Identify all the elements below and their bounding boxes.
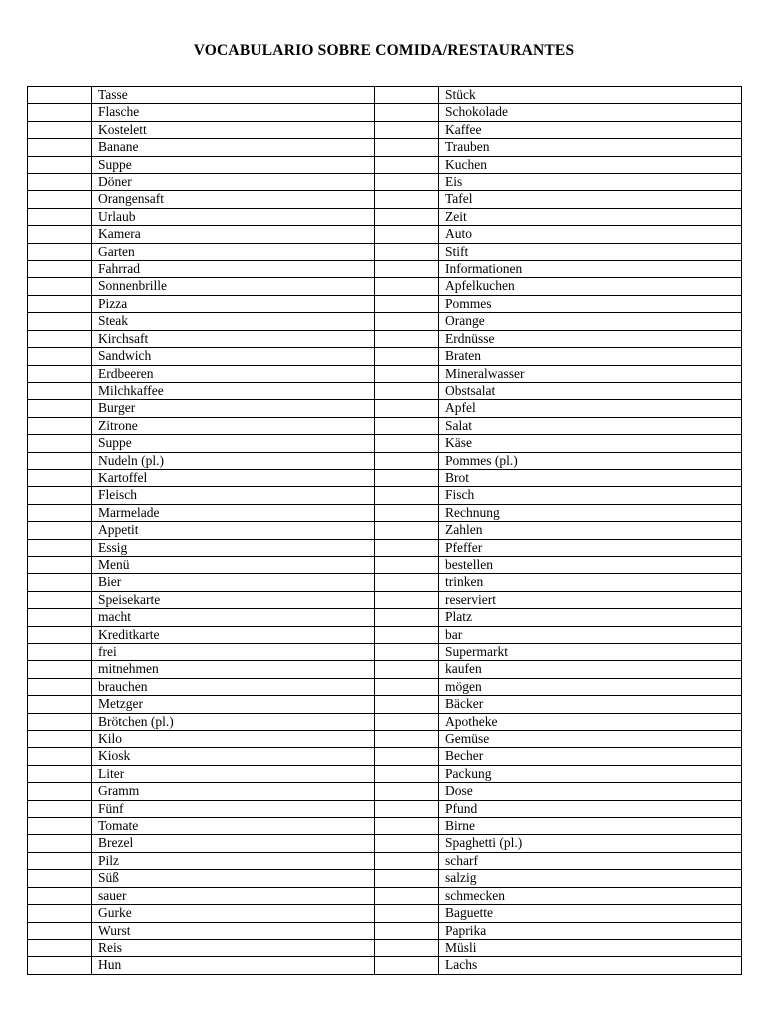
word-cell-left: Döner bbox=[92, 174, 375, 191]
translation-cell-right bbox=[375, 104, 439, 121]
translation-cell-right bbox=[375, 330, 439, 347]
translation-cell-right bbox=[375, 870, 439, 887]
translation-cell-left bbox=[28, 330, 92, 347]
translation-cell-left bbox=[28, 696, 92, 713]
translation-cell-right bbox=[375, 939, 439, 956]
word-cell-left: Tomate bbox=[92, 818, 375, 835]
vocabulary-table bbox=[27, 86, 742, 975]
word-cell-left: Gurke bbox=[92, 905, 375, 922]
word-cell-left: Suppe bbox=[92, 156, 375, 173]
translation-cell-right bbox=[375, 574, 439, 591]
table-row bbox=[28, 678, 742, 695]
translation-cell-left bbox=[28, 626, 92, 643]
table-row bbox=[28, 417, 742, 434]
translation-cell-left bbox=[28, 661, 92, 678]
word-cell-right: Rechnung bbox=[439, 504, 742, 521]
word-cell-left: Tasse bbox=[92, 87, 375, 104]
word-cell-right: Tafel bbox=[439, 191, 742, 208]
table-row bbox=[28, 852, 742, 869]
translation-cell-right bbox=[375, 731, 439, 748]
translation-cell-right bbox=[375, 696, 439, 713]
translation-cell-right bbox=[375, 487, 439, 504]
word-cell-left: Milchkaffee bbox=[92, 382, 375, 399]
word-cell-left: Liter bbox=[92, 765, 375, 782]
table-row bbox=[28, 104, 742, 121]
translation-cell-left bbox=[28, 556, 92, 573]
table-row bbox=[28, 295, 742, 312]
word-cell-left: brauchen bbox=[92, 678, 375, 695]
translation-cell-right bbox=[375, 539, 439, 556]
table-row bbox=[28, 957, 742, 974]
translation-cell-left bbox=[28, 417, 92, 434]
table-row bbox=[28, 156, 742, 173]
translation-cell-right bbox=[375, 313, 439, 330]
translation-cell-left bbox=[28, 591, 92, 608]
word-cell-right: Baguette bbox=[439, 905, 742, 922]
word-cell-right: Packung bbox=[439, 765, 742, 782]
word-cell-right: Salat bbox=[439, 417, 742, 434]
translation-cell-left bbox=[28, 435, 92, 452]
table-row bbox=[28, 400, 742, 417]
word-cell-right: Brot bbox=[439, 469, 742, 486]
table-row bbox=[28, 939, 742, 956]
word-cell-right: schmecken bbox=[439, 887, 742, 904]
word-cell-left: Zitrone bbox=[92, 417, 375, 434]
translation-cell-left bbox=[28, 400, 92, 417]
table-row bbox=[28, 696, 742, 713]
word-cell-right: kaufen bbox=[439, 661, 742, 678]
word-cell-right: mögen bbox=[439, 678, 742, 695]
translation-cell-left bbox=[28, 452, 92, 469]
word-cell-right: Spaghetti (pl.) bbox=[439, 835, 742, 852]
translation-cell-right bbox=[375, 139, 439, 156]
translation-cell-left bbox=[28, 783, 92, 800]
word-cell-left: Banane bbox=[92, 139, 375, 156]
translation-cell-left bbox=[28, 852, 92, 869]
translation-cell-right bbox=[375, 835, 439, 852]
word-cell-right: Gemüse bbox=[439, 731, 742, 748]
translation-cell-left bbox=[28, 139, 92, 156]
translation-cell-right bbox=[375, 957, 439, 974]
word-cell-right: Mineralwasser bbox=[439, 365, 742, 382]
translation-cell-left bbox=[28, 87, 92, 104]
table-row bbox=[28, 922, 742, 939]
word-cell-right: bar bbox=[439, 626, 742, 643]
word-cell-right: Schokolade bbox=[439, 104, 742, 121]
table-row bbox=[28, 365, 742, 382]
translation-cell-left bbox=[28, 922, 92, 939]
table-row bbox=[28, 208, 742, 225]
word-cell-right: Supermarkt bbox=[439, 644, 742, 661]
table-row bbox=[28, 800, 742, 817]
translation-cell-left bbox=[28, 835, 92, 852]
word-cell-left: Essig bbox=[92, 539, 375, 556]
word-cell-left: Urlaub bbox=[92, 208, 375, 225]
word-cell-left: Kilo bbox=[92, 731, 375, 748]
translation-cell-right bbox=[375, 400, 439, 417]
word-cell-right: Zeit bbox=[439, 208, 742, 225]
translation-cell-left bbox=[28, 939, 92, 956]
translation-cell-left bbox=[28, 713, 92, 730]
translation-cell-right bbox=[375, 365, 439, 382]
word-cell-left: Suppe bbox=[92, 435, 375, 452]
translation-cell-left bbox=[28, 174, 92, 191]
page-title: VOCABULARIO SOBRE COMIDA/RESTAURANTES bbox=[193, 42, 575, 59]
translation-cell-right bbox=[375, 644, 439, 661]
vocabulary-table-body bbox=[28, 87, 742, 975]
translation-cell-right bbox=[375, 626, 439, 643]
translation-cell-left bbox=[28, 348, 92, 365]
table-row bbox=[28, 731, 742, 748]
translation-cell-right bbox=[375, 591, 439, 608]
word-cell-right: Becher bbox=[439, 748, 742, 765]
translation-cell-left bbox=[28, 382, 92, 399]
word-cell-left: macht bbox=[92, 609, 375, 626]
table-row bbox=[28, 174, 742, 191]
translation-cell-left bbox=[28, 156, 92, 173]
word-cell-left: Süß bbox=[92, 870, 375, 887]
word-cell-left: sauer bbox=[92, 887, 375, 904]
word-cell-right: Stück bbox=[439, 87, 742, 104]
translation-cell-right bbox=[375, 226, 439, 243]
translation-cell-right bbox=[375, 783, 439, 800]
word-cell-left: Reis bbox=[92, 939, 375, 956]
word-cell-left: Steak bbox=[92, 313, 375, 330]
translation-cell-right bbox=[375, 748, 439, 765]
word-cell-left: Fahrrad bbox=[92, 261, 375, 278]
translation-cell-right bbox=[375, 278, 439, 295]
word-cell-right: reserviert bbox=[439, 591, 742, 608]
word-cell-right: trinken bbox=[439, 574, 742, 591]
table-row bbox=[28, 783, 742, 800]
translation-cell-left bbox=[28, 243, 92, 260]
translation-cell-right bbox=[375, 800, 439, 817]
table-row bbox=[28, 261, 742, 278]
translation-cell-right bbox=[375, 208, 439, 225]
translation-cell-left bbox=[28, 104, 92, 121]
translation-cell-right bbox=[375, 156, 439, 173]
translation-cell-left bbox=[28, 295, 92, 312]
word-cell-right: Apfelkuchen bbox=[439, 278, 742, 295]
translation-cell-left bbox=[28, 278, 92, 295]
translation-cell-left bbox=[28, 539, 92, 556]
word-cell-left: Burger bbox=[92, 400, 375, 417]
translation-cell-right bbox=[375, 417, 439, 434]
table-row bbox=[28, 539, 742, 556]
table-row bbox=[28, 487, 742, 504]
word-cell-left: Menü bbox=[92, 556, 375, 573]
translation-cell-right bbox=[375, 87, 439, 104]
table-row bbox=[28, 382, 742, 399]
table-row bbox=[28, 469, 742, 486]
word-cell-left: Kiosk bbox=[92, 748, 375, 765]
table-row bbox=[28, 556, 742, 573]
word-cell-left: Fünf bbox=[92, 800, 375, 817]
table-row bbox=[28, 243, 742, 260]
table-row bbox=[28, 887, 742, 904]
word-cell-right: Bäcker bbox=[439, 696, 742, 713]
translation-cell-left bbox=[28, 469, 92, 486]
word-cell-right: scharf bbox=[439, 852, 742, 869]
translation-cell-right bbox=[375, 905, 439, 922]
table-row bbox=[28, 644, 742, 661]
translation-cell-right bbox=[375, 522, 439, 539]
table-row bbox=[28, 626, 742, 643]
word-cell-left: Marmelade bbox=[92, 504, 375, 521]
word-cell-right: Auto bbox=[439, 226, 742, 243]
word-cell-right: Platz bbox=[439, 609, 742, 626]
table-row bbox=[28, 121, 742, 138]
translation-cell-right bbox=[375, 678, 439, 695]
translation-cell-left bbox=[28, 191, 92, 208]
word-cell-right: Pommes bbox=[439, 295, 742, 312]
word-cell-right: Zahlen bbox=[439, 522, 742, 539]
translation-cell-left bbox=[28, 887, 92, 904]
word-cell-right: Käse bbox=[439, 435, 742, 452]
word-cell-left: Nudeln (pl.) bbox=[92, 452, 375, 469]
translation-cell-right bbox=[375, 121, 439, 138]
translation-cell-left bbox=[28, 313, 92, 330]
translation-cell-right bbox=[375, 504, 439, 521]
table-row bbox=[28, 591, 742, 608]
translation-cell-left bbox=[28, 644, 92, 661]
translation-cell-right bbox=[375, 818, 439, 835]
table-row bbox=[28, 191, 742, 208]
translation-cell-left bbox=[28, 226, 92, 243]
word-cell-right: Orange bbox=[439, 313, 742, 330]
translation-cell-right bbox=[375, 452, 439, 469]
word-cell-left: Orangensaft bbox=[92, 191, 375, 208]
word-cell-right: Apfel bbox=[439, 400, 742, 417]
translation-cell-left bbox=[28, 800, 92, 817]
table-row bbox=[28, 748, 742, 765]
translation-cell-right bbox=[375, 887, 439, 904]
translation-cell-left bbox=[28, 905, 92, 922]
translation-cell-left bbox=[28, 121, 92, 138]
word-cell-right: bestellen bbox=[439, 556, 742, 573]
word-cell-left: Fleisch bbox=[92, 487, 375, 504]
word-cell-left: Bier bbox=[92, 574, 375, 591]
translation-cell-right bbox=[375, 556, 439, 573]
word-cell-right: Fisch bbox=[439, 487, 742, 504]
word-cell-right: salzig bbox=[439, 870, 742, 887]
table-row bbox=[28, 139, 742, 156]
table-row bbox=[28, 522, 742, 539]
translation-cell-left bbox=[28, 765, 92, 782]
word-cell-left: Appetit bbox=[92, 522, 375, 539]
word-cell-left: Garten bbox=[92, 243, 375, 260]
translation-cell-left bbox=[28, 678, 92, 695]
word-cell-right: Pfeffer bbox=[439, 539, 742, 556]
word-cell-right: Dose bbox=[439, 783, 742, 800]
translation-cell-right bbox=[375, 609, 439, 626]
table-row bbox=[28, 870, 742, 887]
word-cell-left: Hun bbox=[92, 957, 375, 974]
word-cell-right: Pfund bbox=[439, 800, 742, 817]
word-cell-left: Metzger bbox=[92, 696, 375, 713]
word-cell-left: Speisekarte bbox=[92, 591, 375, 608]
table-row bbox=[28, 348, 742, 365]
table-row bbox=[28, 87, 742, 104]
translation-cell-left bbox=[28, 818, 92, 835]
word-cell-left: Kreditkarte bbox=[92, 626, 375, 643]
word-cell-right: Braten bbox=[439, 348, 742, 365]
word-cell-left: Erdbeeren bbox=[92, 365, 375, 382]
table-row bbox=[28, 452, 742, 469]
word-cell-right: Müsli bbox=[439, 939, 742, 956]
word-cell-left: Brötchen (pl.) bbox=[92, 713, 375, 730]
table-row bbox=[28, 226, 742, 243]
word-cell-right: Apotheke bbox=[439, 713, 742, 730]
translation-cell-left bbox=[28, 870, 92, 887]
translation-cell-right bbox=[375, 435, 439, 452]
translation-cell-left bbox=[28, 574, 92, 591]
translation-cell-left bbox=[28, 208, 92, 225]
table-row bbox=[28, 278, 742, 295]
word-cell-right: Birne bbox=[439, 818, 742, 835]
word-cell-left: Kostelett bbox=[92, 121, 375, 138]
word-cell-right: Erdnüsse bbox=[439, 330, 742, 347]
word-cell-right: Lachs bbox=[439, 957, 742, 974]
translation-cell-left bbox=[28, 261, 92, 278]
word-cell-left: Gramm bbox=[92, 783, 375, 800]
word-cell-right: Eis bbox=[439, 174, 742, 191]
word-cell-left: Sonnenbrille bbox=[92, 278, 375, 295]
translation-cell-left bbox=[28, 748, 92, 765]
translation-cell-right bbox=[375, 295, 439, 312]
table-row bbox=[28, 313, 742, 330]
word-cell-right: Trauben bbox=[439, 139, 742, 156]
translation-cell-right bbox=[375, 191, 439, 208]
table-row bbox=[28, 661, 742, 678]
word-cell-left: Kamera bbox=[92, 226, 375, 243]
table-row bbox=[28, 504, 742, 521]
table-row bbox=[28, 330, 742, 347]
table-row bbox=[28, 835, 742, 852]
word-cell-left: Brezel bbox=[92, 835, 375, 852]
translation-cell-right bbox=[375, 922, 439, 939]
table-row bbox=[28, 818, 742, 835]
word-cell-left: Pilz bbox=[92, 852, 375, 869]
word-cell-right: Paprika bbox=[439, 922, 742, 939]
translation-cell-right bbox=[375, 713, 439, 730]
table-row bbox=[28, 574, 742, 591]
table-row bbox=[28, 609, 742, 626]
translation-cell-left bbox=[28, 365, 92, 382]
word-cell-left: mitnehmen bbox=[92, 661, 375, 678]
translation-cell-right bbox=[375, 261, 439, 278]
word-cell-right: Obstsalat bbox=[439, 382, 742, 399]
word-cell-left: Kirchsaft bbox=[92, 330, 375, 347]
word-cell-left: frei bbox=[92, 644, 375, 661]
word-cell-left: Sandwich bbox=[92, 348, 375, 365]
word-cell-right: Kaffee bbox=[439, 121, 742, 138]
translation-cell-left bbox=[28, 504, 92, 521]
word-cell-left: Pizza bbox=[92, 295, 375, 312]
translation-cell-left bbox=[28, 522, 92, 539]
word-cell-right: Pommes (pl.) bbox=[439, 452, 742, 469]
translation-cell-right bbox=[375, 765, 439, 782]
translation-cell-left bbox=[28, 487, 92, 504]
word-cell-right: Kuchen bbox=[439, 156, 742, 173]
translation-cell-right bbox=[375, 852, 439, 869]
table-row bbox=[28, 765, 742, 782]
word-cell-left: Kartoffel bbox=[92, 469, 375, 486]
translation-cell-left bbox=[28, 731, 92, 748]
table-row bbox=[28, 713, 742, 730]
translation-cell-right bbox=[375, 469, 439, 486]
translation-cell-left bbox=[28, 609, 92, 626]
word-cell-left: Wurst bbox=[92, 922, 375, 939]
translation-cell-right bbox=[375, 382, 439, 399]
word-cell-right: Informationen bbox=[439, 261, 742, 278]
translation-cell-right bbox=[375, 661, 439, 678]
translation-cell-right bbox=[375, 243, 439, 260]
translation-cell-right bbox=[375, 174, 439, 191]
table-row bbox=[28, 435, 742, 452]
table-row bbox=[28, 905, 742, 922]
word-cell-right: Stift bbox=[439, 243, 742, 260]
translation-cell-left bbox=[28, 957, 92, 974]
translation-cell-right bbox=[375, 348, 439, 365]
word-cell-left: Flasche bbox=[92, 104, 375, 121]
